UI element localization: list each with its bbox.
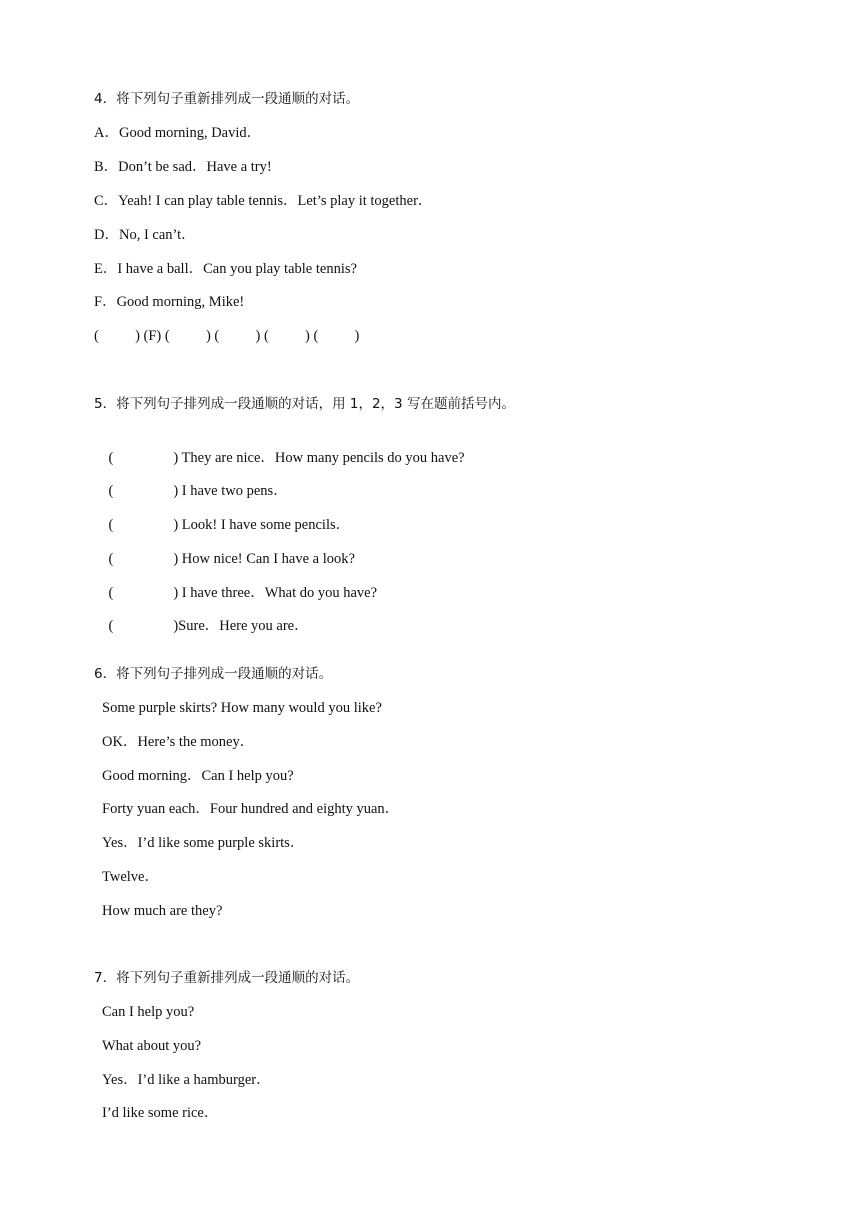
q5-item-text: ) I have three．What do you have?	[173, 585, 378, 601]
q5-item-text: ) They are nice．How many pencils do you have?	[173, 450, 465, 466]
q5-item-text: ) Look! I have some pencils．	[173, 517, 351, 533]
q5-item-text: )Sure．Here you are．	[173, 618, 309, 634]
q7-sentence: Can I help you?	[102, 1004, 195, 1020]
q6-sentence: Forty yuan each．Four hundred and eighty yuan．	[102, 801, 400, 817]
q5-item	[94, 495, 351, 533]
q7-sentence: Yes．I’d like a hamburger．	[102, 1072, 271, 1088]
q5-item	[94, 428, 465, 466]
q4-option-e: E．I have a ball．Can you play table tennis?	[94, 261, 357, 277]
q6-sentence: Twelve．	[102, 869, 159, 885]
q7-sentence: I’d like some rice．	[102, 1105, 219, 1121]
q4-answer-blanks: ( ) (F) ( ) ( ) ( ) ( )	[94, 328, 360, 344]
q4-option-d: D．No, I can’t．	[94, 227, 196, 243]
q4-option-a: A．Good morning, David．	[94, 125, 262, 141]
open-paren: (	[108, 551, 114, 567]
q5-item	[94, 563, 378, 601]
q4-option-f: F．Good morning, Mike!	[94, 294, 245, 310]
question-4-title: 4．将下列句子重新排列成一段通顺的对话。	[94, 91, 360, 107]
question-5-title: 5．将下列句子排列成一段通顺的对话，用 1，2，3 写在题前括号内。	[94, 396, 515, 412]
q5-item	[94, 529, 355, 567]
q5-item-text: ) I have two pens．	[173, 483, 288, 499]
question-6-title: 6．将下列句子排列成一段通顺的对话。	[94, 666, 333, 682]
q6-sentence: Yes．I’d like some purple skirts．	[102, 835, 305, 851]
open-paren: (	[108, 618, 114, 634]
open-paren: (	[108, 450, 114, 466]
open-paren: (	[108, 585, 114, 601]
q7-sentence: What about you?	[102, 1038, 202, 1054]
q6-sentence: How much are they?	[102, 903, 223, 919]
open-paren: (	[108, 483, 114, 499]
q5-item	[94, 596, 309, 634]
q4-option-c: C．Yeah! I can play table tennis．Let’s play it together．	[94, 193, 433, 209]
question-7-title: 7．将下列句子重新排列成一段通顺的对话。	[94, 970, 360, 986]
q5-item-text: ) How nice! Can I have a look?	[173, 551, 355, 567]
q6-sentence: Good morning．Can I help you?	[102, 768, 294, 784]
open-paren: (	[108, 517, 114, 533]
q6-sentence: Some purple skirts? How many would you like?	[102, 700, 382, 716]
q6-sentence: OK．Here’s the money．	[102, 734, 255, 750]
q5-item	[94, 461, 288, 499]
q4-option-b: B．Don’t be sad．Have a try!	[94, 159, 272, 175]
